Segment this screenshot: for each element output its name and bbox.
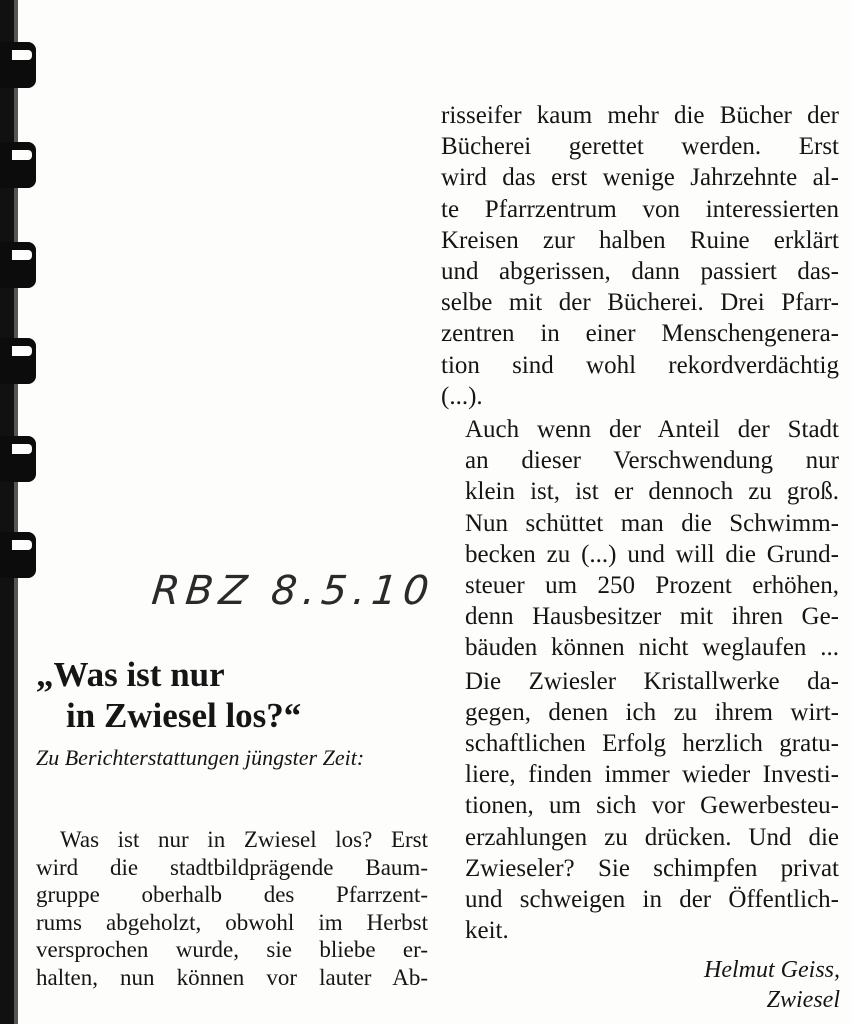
text-line: steuer um 250 Prozent erhöhen, bbox=[465, 572, 839, 600]
text-line: halten, nun können vor lauter Ab- bbox=[36, 964, 428, 990]
author-name: Helmut Geiss, bbox=[704, 957, 840, 983]
text-line: und abgerissen, dann passiert das- bbox=[441, 258, 839, 286]
text-line: erzahlungen zu drücken. Und die bbox=[465, 823, 839, 851]
paragraph-1 bbox=[441, 100, 839, 412]
handwritten-annotation: RBZ 8.5.10 bbox=[149, 568, 437, 614]
text-line: klein ist, ist er dennoch zu groß. bbox=[465, 478, 839, 506]
text-line: Die Zwiesler Kristallwerke da- bbox=[465, 667, 839, 695]
text-line: an dieser Verschwendung nur bbox=[465, 447, 839, 475]
punch-hole bbox=[0, 436, 36, 482]
text-line: liere, finden immer wieder Investi- bbox=[465, 761, 839, 789]
text-line: Kreisen zur halben Ruine erklärt bbox=[441, 226, 839, 254]
author-signature bbox=[704, 955, 840, 1015]
text-line: becken zu (...) und will die Grund- bbox=[465, 540, 839, 568]
text-line: gruppe oberhalb des Pfarrzent- bbox=[36, 882, 428, 908]
punch-hole bbox=[0, 142, 36, 188]
text-line: zentren in einer Menschengenera- bbox=[441, 320, 839, 348]
text-line: wird das erst wenige Jahrzehnte al- bbox=[441, 164, 839, 192]
text-line: keit. bbox=[465, 917, 509, 945]
letter-headline bbox=[36, 654, 301, 736]
text-line: gegen, denen ich zu ihrem wirt- bbox=[465, 698, 839, 726]
text-line: schaftlichen Erfolg herzlich gratu- bbox=[465, 730, 839, 758]
text-line: Nun schüttet man die Schwimm- bbox=[465, 509, 839, 537]
letter-body-left-column bbox=[36, 826, 428, 992]
punch-hole bbox=[0, 242, 36, 288]
text-line: wird die stadtbildprägende Baum- bbox=[36, 854, 428, 880]
headline-line-1: „Was ist nur bbox=[36, 655, 225, 694]
letter-subheading: Zu Berichterstattungen jüngster Zeit: bbox=[36, 745, 365, 770]
punch-hole bbox=[0, 42, 36, 88]
text-line: bäuden können nicht weglaufen ... bbox=[465, 634, 839, 662]
text-line: tion sind wohl rekordverdächtig bbox=[441, 351, 839, 379]
punch-hole bbox=[0, 532, 36, 578]
text-line: Was ist nur in Zwiesel los? Erst bbox=[60, 827, 428, 852]
author-place: Zwiesel bbox=[766, 987, 840, 1013]
letter-body-right-column bbox=[441, 100, 839, 946]
text-line: denn Hausbesitzer mit ihren Ge- bbox=[465, 603, 839, 631]
text-line: risseifer kaum mehr die Bücher der bbox=[441, 102, 839, 129]
text-line: tionen, um sich vor Gewerbesteu- bbox=[465, 792, 839, 820]
text-line: te Pfarrzentrum von interessierten bbox=[441, 195, 839, 223]
paragraph-3 bbox=[441, 666, 839, 947]
text-line: und schweigen in der Öffentlich- bbox=[465, 886, 839, 914]
headline-line-2: in Zwiesel los?“ bbox=[66, 696, 302, 735]
text-line: Bücherei gerettet werden. Erst bbox=[441, 133, 839, 161]
punch-hole bbox=[0, 338, 36, 384]
text-line: (...). bbox=[441, 382, 483, 410]
text-line: rums abgeholzt, obwohl im Herbst bbox=[36, 909, 428, 935]
text-line: Auch wenn der Anteil der Stadt bbox=[465, 416, 839, 444]
paragraph-2 bbox=[441, 414, 839, 664]
text-line: versprochen wurde, sie bliebe er- bbox=[36, 937, 428, 963]
text-line: Zwieseler? Sie schimpfen privat bbox=[465, 854, 839, 882]
text-line: selbe mit der Bücherei. Drei Pfarr- bbox=[441, 289, 839, 317]
